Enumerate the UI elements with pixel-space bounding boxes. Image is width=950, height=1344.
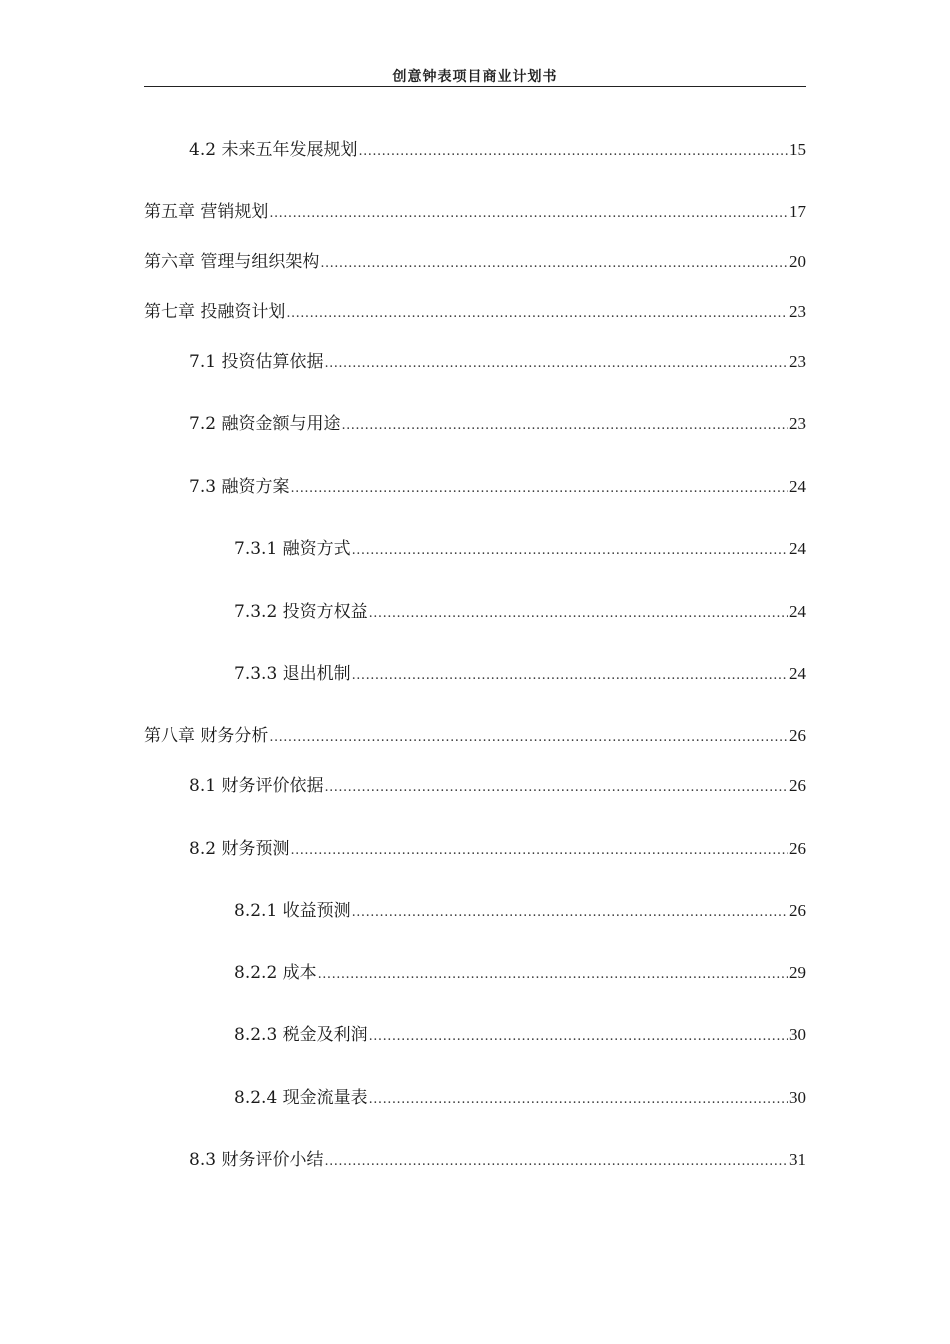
- page-header-title: 创意钟表项目商业计划书: [392, 69, 558, 85]
- toc-page-number: 17: [789, 202, 806, 221]
- toc-dot-leader: [369, 1089, 788, 1111]
- toc-dot-leader: [369, 1026, 788, 1048]
- toc-entry-title: 7.2 融资金额与用途: [189, 414, 341, 434]
- toc-entry-title: 8.2 财务预测: [189, 839, 290, 859]
- toc-entry-8-2-3[interactable]: [234, 1024, 806, 1046]
- toc-page-number: 30: [789, 1088, 806, 1107]
- toc-page-number: 26: [789, 726, 806, 745]
- toc-page-number: 26: [789, 839, 806, 858]
- toc-page-number: 23: [789, 302, 806, 321]
- toc-page-number: 24: [789, 602, 806, 621]
- toc-entry-4-2[interactable]: [189, 139, 806, 161]
- toc-page-number: 26: [789, 901, 806, 920]
- toc-entry-7-3-1[interactable]: [234, 538, 806, 560]
- toc-entry-8-2-4[interactable]: [234, 1087, 806, 1109]
- toc-dot-leader: [286, 303, 788, 325]
- toc-dot-leader: [324, 777, 788, 799]
- toc-dot-leader: [324, 353, 788, 375]
- toc-entry-title: 8.2.3 税金及利润: [234, 1025, 368, 1045]
- toc-page-number: 24: [789, 477, 806, 496]
- toc-entry-7-3[interactable]: [189, 476, 806, 498]
- toc-dot-leader: [369, 603, 788, 625]
- toc-entry-title: 8.2.1 收益预测: [234, 901, 351, 921]
- toc-entry-8-1[interactable]: [189, 775, 806, 797]
- toc-page-number: 20: [789, 252, 806, 271]
- toc-entry-title: 8.1 财务评价依据: [189, 776, 324, 796]
- toc-entry-chapter-8[interactable]: [144, 725, 806, 747]
- toc-page-number: 26: [789, 776, 806, 795]
- toc-page-number: 23: [789, 352, 806, 371]
- toc-dot-leader: [269, 203, 788, 225]
- toc-entry-7-3-3[interactable]: [234, 663, 806, 685]
- toc-entry-title: 第七章 投融资计划: [144, 302, 286, 322]
- toc-entry-8-2[interactable]: [189, 838, 806, 860]
- toc-dot-leader: [320, 253, 788, 275]
- toc-entry-title: 7.1 投资估算依据: [189, 352, 324, 372]
- toc-entry-chapter-7[interactable]: [144, 301, 806, 323]
- toc-page-number: 31: [789, 1150, 806, 1169]
- toc-entry-title: 第八章 财务分析: [144, 726, 269, 746]
- toc-dot-leader: [341, 415, 788, 437]
- toc-entry-title: 7.3.3 退出机制: [234, 664, 351, 684]
- toc-entry-title: 8.3 财务评价小结: [189, 1150, 324, 1170]
- toc-entry-title: 第五章 营销规划: [144, 202, 269, 222]
- toc-entry-title: 7.3.1 融资方式: [234, 539, 351, 559]
- toc-dot-leader: [358, 141, 788, 163]
- toc-page-number: 23: [789, 414, 806, 433]
- toc-dot-leader: [290, 840, 788, 862]
- toc-dot-leader: [290, 478, 788, 500]
- toc-entry-title: 8.2.4 现金流量表: [234, 1088, 368, 1108]
- toc-page-number: 15: [789, 140, 806, 159]
- toc-entry-chapter-6[interactable]: [144, 251, 806, 273]
- toc-entry-8-2-1[interactable]: [234, 900, 806, 922]
- toc-entry-8-2-2[interactable]: [234, 962, 806, 984]
- toc-dot-leader: [324, 1151, 788, 1173]
- toc-entry-title: 7.3.2 投资方权益: [234, 602, 368, 622]
- toc-entry-title: 8.2.2 成本: [234, 963, 317, 983]
- toc-entry-title: 第六章 管理与组织架构: [144, 252, 320, 272]
- toc-dot-leader: [269, 727, 788, 749]
- toc-dot-leader: [352, 665, 788, 687]
- toc-page-number: 29: [789, 963, 806, 982]
- toc-page-number: 24: [789, 664, 806, 683]
- toc-entry-chapter-5[interactable]: [144, 201, 806, 223]
- toc-entry-7-3-2[interactable]: [234, 601, 806, 623]
- toc-dot-leader: [318, 964, 788, 986]
- toc-page-number: 30: [789, 1025, 806, 1044]
- toc-page-number: 24: [789, 539, 806, 558]
- toc-entry-8-3[interactable]: [189, 1149, 806, 1171]
- toc-entry-title: 4.2 未来五年发展规划: [189, 140, 358, 160]
- header-rule: [144, 86, 806, 87]
- toc-entry-7-2[interactable]: [189, 413, 806, 435]
- toc-entry-title: 7.3 融资方案: [189, 477, 290, 497]
- toc-dot-leader: [352, 540, 788, 562]
- toc-dot-leader: [352, 902, 788, 924]
- toc-entry-7-1[interactable]: [189, 351, 806, 373]
